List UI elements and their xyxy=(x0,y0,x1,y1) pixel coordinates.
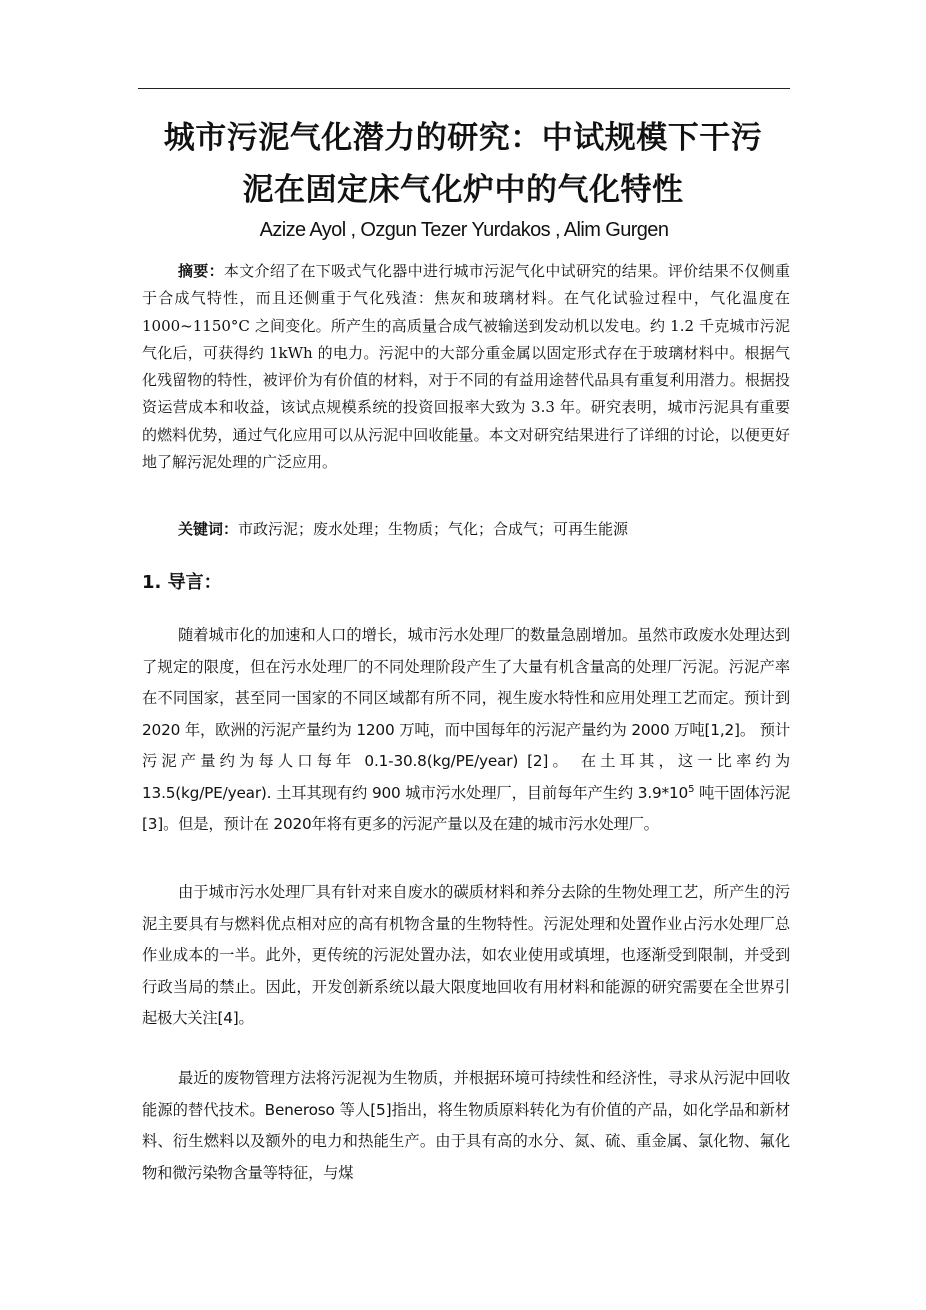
abstract-label: 摘要： xyxy=(178,262,224,280)
body-paragraph-3: 最近的废物管理方法将污泥视为生物质，并根据环境可持续性和经济性，寻求从污泥中回收能源的替代技术。Beneroso 等人[5]指出，将生物质原料转化为有价值的产品，如化学品和新材料、衍生燃料以及额外的电力和热能生产。由于具有高的水分、氮、硫、重金属、氯化物、氟化物和微污染物含量等特征，与煤 xyxy=(142,1069,790,1182)
body-paragraph-2: 由于城市污水处理厂具有针对来自废水的碳质材料和养分去除的生物处理工艺，所产生的污泥主要具有与燃料优点相对应的高有机物含量的生物特性。污泥处理和处置作业占污水处理厂总作业成本的一半。此外，更传统的污泥处置办法，如农业使用或填埋，也逐渐受到限制，并受到行政当局的禁止。因此，开发创新系统以最大限度地回收有用材料和能源的研究需要在全世界引起极大关注[4]。 xyxy=(142,883,790,1027)
keywords xyxy=(142,516,790,543)
superscript-exponent: 5 xyxy=(688,783,695,795)
header-rule xyxy=(138,88,790,89)
abstract-text: 本文介绍了在下吸式气化器中进行城市污泥气化中试研究的结果。评价结果不仅侧重于合成气特性，而且还侧重于气化残渣：焦灰和玻璃材料。在气化试验过程中，气化温度在 1000~1150°C 之间变化。所产生的高质量合成气被输送到发动机以发电。约 1.2 千克城市污泥气化后，可获得约 1kWh 的电力。污泥中的大部分重金属以固定形式存在于玻璃材料中。根据气化残留物的特性，被评价为有价值的材料，对于不同的有益用途替代品具有重复利用潜力。根据投资运营成本和收益，该试点规模系统的投资回报率大致为 3.3 年。研究表明，城市污泥具有重要的燃料优势，通过气化应用可以从污泥中回收能量。本文对研究结果进行了详细的讨论，以便更好地了解污泥处理的广泛应用。 xyxy=(142,262,790,472)
keywords-label: 关键词： xyxy=(178,520,239,538)
keywords-text: 市政污泥；废水处理；生物质；气化；合成气；可再生能源 xyxy=(238,520,629,538)
paper-title xyxy=(130,112,796,216)
paragraph-1-text-b: 吨干固体污泥[3]。但是，预计在 2020年将有更多的污泥产量以及在建的城市污水处理厂。 xyxy=(142,783,791,833)
author-list: Azize Ayol , Ozgun Tezer Yurdakos , Alim Gurgen xyxy=(259,219,669,241)
body-paragraph-1 xyxy=(142,620,790,841)
paragraph-1-text-a: 随着城市化的加速和人口的增长，城市污水处理厂的数量急剧增加。虽然市政废水处理达到了规定的限度，但在污水处理厂的不同处理阶段产生了大量有机含量高的处理厂污泥。污泥产率在不同国家，甚至同一国家的不同区域都有所不同，视生废水特性和应用处理工艺而定。预计到 2020 年，欧洲的污泥产量约为 1200 万吨，而中国每年的污泥产量约为 2000 万吨[1,2]。 预计污泥产量约为每人口每年 0.1-30.8(kg/PE/year) [2]。 在土耳其，这一比率约为 13.5(kg/PE/year). 土耳其现有约 900 城市污水处理厂，目前每年产生约 3.9*10 xyxy=(142,626,790,802)
title-line-2: 泥在固定床气化炉中的气化特性 xyxy=(242,172,684,208)
section-heading: 1. 导言： xyxy=(142,572,222,593)
abstract xyxy=(142,258,790,476)
title-line-1: 城市污泥气化潜力的研究：中试规模下干污 xyxy=(163,120,763,156)
